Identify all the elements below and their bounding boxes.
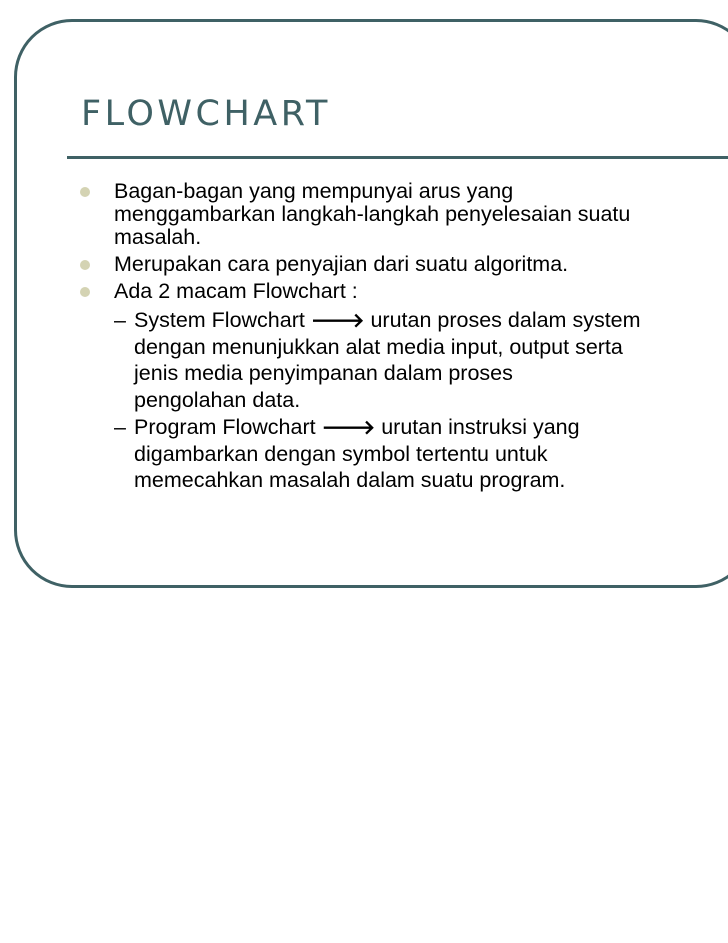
bullet-item-2 xyxy=(0,253,728,276)
dash-marker: – xyxy=(114,415,126,439)
sub-bullet-line: urutan instruksi yang xyxy=(381,415,580,439)
right-arrow-icon: 🡒 xyxy=(321,415,376,439)
bullet-dot-icon xyxy=(80,260,90,270)
sub-bullet-line: pengolahan data. xyxy=(134,387,301,412)
sub-bullet-first-line xyxy=(134,307,728,334)
sub-bullet-program-flowchart xyxy=(0,414,728,494)
bullet-item-3 xyxy=(0,280,728,303)
sub-bullet-line: memecahkan masalah dalam suatu program. xyxy=(134,468,566,492)
bullet-line: Bagan-bagan yang mempunyai arus yang xyxy=(114,179,514,203)
bullet-dot-icon xyxy=(80,187,90,197)
title-divider xyxy=(67,156,728,159)
dash-marker: – xyxy=(114,308,126,332)
right-arrow-icon: 🡒 xyxy=(310,308,365,332)
sub-bullet-line: jenis media penyimpanan dalam proses xyxy=(134,361,513,385)
sub-bullet-line: digambarkan dengan symbol tertentu untuk xyxy=(134,441,548,466)
bullet-line: menggambarkan langkah-langkah penyelesaian suatu xyxy=(114,202,631,226)
sub-bullet-head: Program Flowchart xyxy=(134,415,316,439)
sub-bullet-head: System Flowchart xyxy=(134,308,305,332)
sub-bullet-first-line xyxy=(134,414,728,441)
slide-content xyxy=(0,180,728,494)
bullet-line: Ada 2 macam Flowchart : xyxy=(114,279,358,303)
sub-bullet-system-flowchart xyxy=(0,307,728,413)
bullet-dot-icon xyxy=(80,287,90,297)
bullet-item-1 xyxy=(0,180,728,249)
bullet-line: Merupakan cara penyajian dari suatu algoritma. xyxy=(114,252,569,276)
bullet-line: masalah. xyxy=(114,225,202,249)
slide-title: FLOWCHART xyxy=(81,94,331,134)
sub-bullet-line: urutan proses dalam system xyxy=(370,308,641,332)
sub-bullet-line: dengan menunjukkan alat media input, output serta xyxy=(134,334,623,359)
